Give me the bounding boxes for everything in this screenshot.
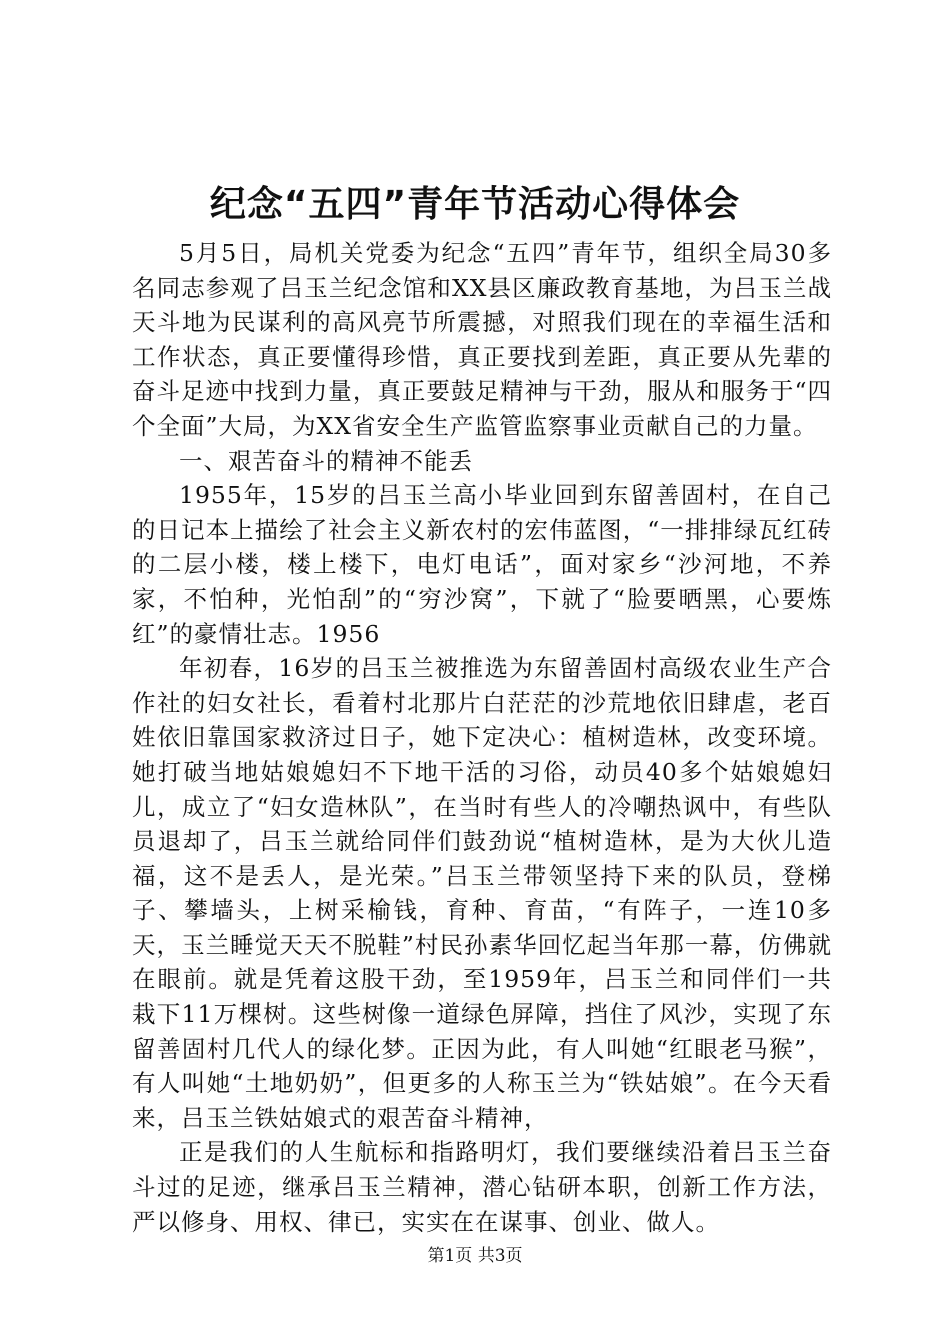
paragraph-1955: 1955年，15岁的吕玉兰高小毕业回到东留善固村，在自己的日记本上描绘了社会主义新农村的宏伟蓝图，“一排排绿瓦红砖的二层小楼，楼上楼下，电灯电话”，面对家乡“沙河地，不养家，不怕种，光怕刮”的“穷沙窝”，下就了“脸要晒黑，心要炼红”的豪情壮志。1956 — [132, 481, 832, 648]
paragraph-conclusion: 正是我们的人生航标和指路明灯，我们要继续沿着吕玉兰奋斗过的足迹，继承吕玉兰精神，潜心钻研本职，创新工作方法，严以修身、用权、律已，实实在在谋事、创业、做人。 — [132, 1138, 832, 1236]
page-number-footer: 第1页 共3页 — [427, 1246, 523, 1266]
document-title: 纪念“五四”青年节活动心得体会 — [209, 184, 741, 225]
section-heading-1: 一、艰苦奋斗的精神不能丢 — [179, 446, 473, 475]
document-body — [132, 236, 832, 1239]
paragraph-1956: 年初春，16岁的吕玉兰被推选为东留善固村高级农业生产合作社的妇女社长，看着村北那片白茫茫的沙荒地依旧肆虐，老百姓依旧靠国家救济过日子，她下定决心：植树造林，改变环境。她打破当地姑娘媳妇不下地干活的习俗，动员40多个姑娘媳妇儿，成立了“妇女造林队”，在当时有些人的冷嘲热讽中，有些队员退却了，吕玉兰就给同伴们鼓劲说“植树造林，是为大伙儿造福，这不是丢人，是光荣。”吕玉兰带领坚持下来的队员，登梯子、攀墙头，上树采榆钱，育种、育苗，“有阵子，一连10多天，玉兰睡觉天天不脱鞋”村民孙素华回忆起当年那一幕，仿佛就在眼前。就是凭着这股干劲，至1959年，吕玉兰和同伴们一共栽下11万棵树。这些树像一道绿色屏障，挡住了风沙，实现了东留善固村几代人的绿化梦。正因为此，有人叫她“红眼老马猴”，有人叫她“土地奶奶”，但更多的人称玉兰为“铁姑娘”。在今天看来，吕玉兰铁姑娘式的艰苦奋斗精神， — [132, 654, 832, 1132]
paragraph-intro: 5月5日，局机关党委为纪念“五四”青年节，组织全局30多名同志参观了吕玉兰纪念馆和XX县区廉政教育基地，为吕玉兰战天斗地为民谋利的高风亮节所震撼，对照我们现在的幸福生活和工作状态，真正要懂得珍惜，真正要找到差距，真正要从先辈的奋斗足迹中找到力量，真正要鼓足精神与干劲，服从和服务于“四个全面”大局，为XX省安全生产监管监察事业贡献自己的力量。 — [132, 239, 832, 440]
